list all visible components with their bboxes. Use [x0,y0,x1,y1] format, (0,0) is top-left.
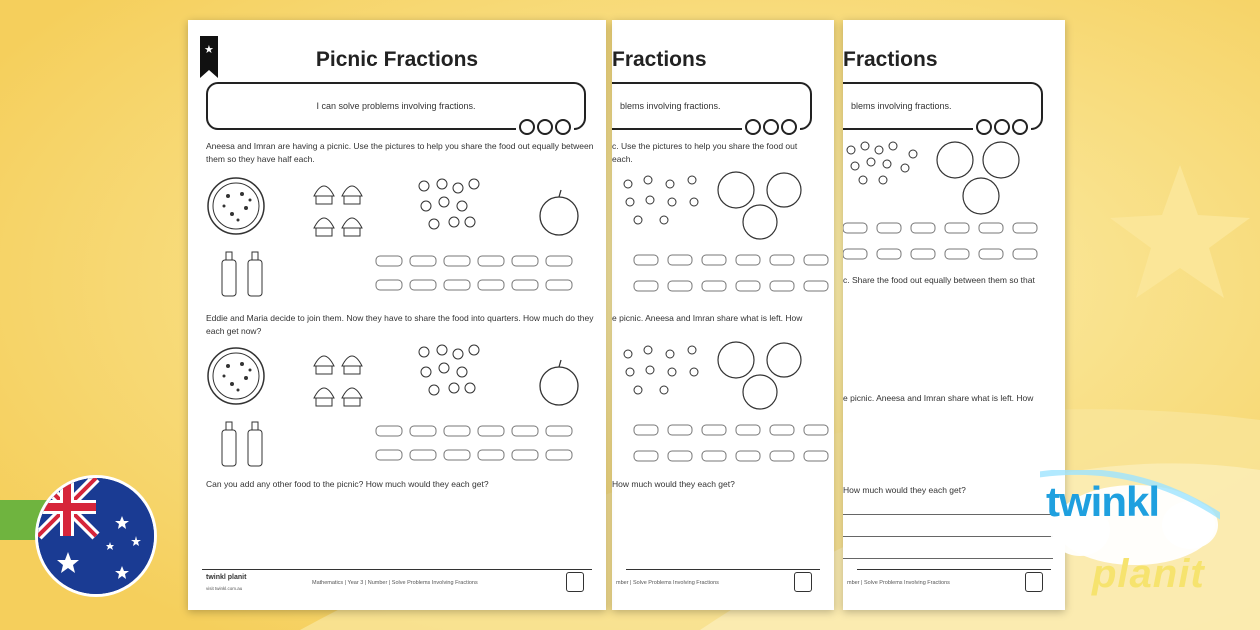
page-title: Fractions [843,48,938,71]
pizza-image [206,176,266,236]
twinkl-logo: twinkl [1046,478,1160,525]
assessment-circles [516,119,574,135]
answer-line [843,514,1053,515]
question-2-text: e picnic. Aneesa and Imran share what is left. How [612,313,803,323]
star-icon: ★ [204,44,214,56]
apples-image [716,170,826,250]
apple-image [538,360,582,408]
water-bottles-image [218,250,268,298]
badge-icon [794,572,812,592]
question-2-text: e picnic. Aneesa and Imran share what is left. How [843,393,1034,403]
answer-line [843,536,1053,537]
question-3-text: How much would they each get? [843,485,966,495]
answer-line [843,558,1053,559]
intro-text: Aneesa and Imran are having a picnic. Use the pictures to help you share the food out equally between them so they have half each. [206,141,594,164]
tomatoes-image [416,178,496,240]
apples-image [716,340,826,420]
worksheet-page-1 [188,20,606,610]
page-title: Picnic Fractions [315,48,479,71]
australia-flag-icon [38,478,154,594]
badge-icon [566,572,584,592]
intro-text: c. Use the pictures to help you share the food out each. [612,141,798,164]
page-footer: mber | Solve Problems Involving Fractions [626,569,820,596]
footer-logo: twinkl planit [206,574,247,581]
sandwiches-image [376,252,580,296]
sandwiches-image [634,422,834,472]
worksheet-page-3 [843,20,1065,610]
page-footer: mber | Solve Problems Involving Fractions [857,569,1051,596]
footer-url: visit twinkl.com.au [206,586,243,591]
question-3-text: Can you add any other food to the picnic? How much would they each get? [206,479,489,489]
pizza-image [206,346,266,406]
assessment-circles [742,119,800,135]
water-bottles-image [218,420,268,468]
intro-text: c. Share the food out equally between them so that [843,275,1035,285]
sandwiches-image [376,422,580,466]
apples-image [935,138,1055,218]
tomatoes-image [620,342,710,402]
tomatoes-image [416,344,496,406]
tomatoes-image [843,140,923,190]
worksheet-page-2 [612,20,834,610]
sandwiches-image [634,252,834,302]
apple-image [538,190,582,238]
page-title: Fractions [612,48,707,71]
assessment-circles [973,119,1031,135]
footer-text: Mathematics | Year 3 | Number | Solve Problems Involving Fractions [312,580,478,586]
learning-objective: blems involving fractions. [612,82,812,130]
page-footer [202,569,592,596]
learning-objective: I can solve problems involving fractions. [206,82,586,130]
cupcakes-image [310,172,372,238]
question-3-text: How much would they each get? [612,479,735,489]
learning-objective: blems involving fractions. [843,82,1043,130]
tomatoes-image [620,172,710,232]
question-2-text: Eddie and Maria decide to join them. Now they have to share the food into quarters. How much do they each get now? [206,313,594,336]
planit-logo: planit [1092,552,1205,596]
cupcakes-image [310,342,372,408]
sandwiches-image [843,220,1053,270]
